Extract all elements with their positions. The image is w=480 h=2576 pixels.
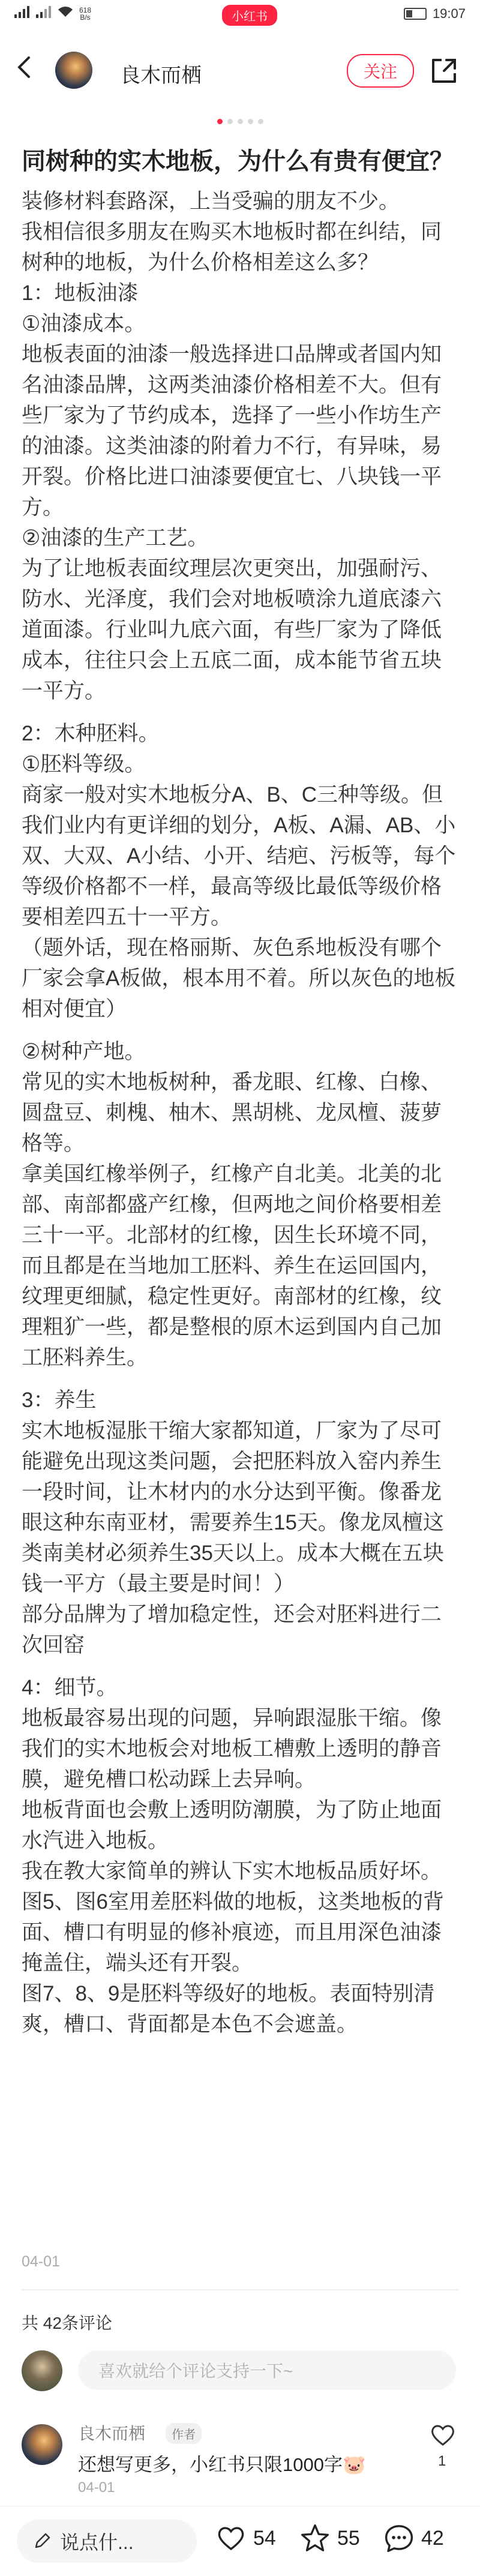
net-speed [79, 7, 91, 21]
post-paragraph: 地板表面的油漆一般选择进口品牌或者国内知名油漆品牌，这两类油漆价格相差不大。但有些厂家为了节约成本，选择了一些小作坊生产的油漆。这类油漆的附着力不行，有异味，易开裂。价格比进口油漆要便宜七、八块钱一平方。 [22, 343, 442, 519]
carousel-dot [258, 119, 263, 124]
post-paragraph [22, 706, 460, 718]
status-time: 19:07 [432, 6, 466, 21]
net-speed-value: 618 [79, 6, 92, 14]
comment-avatar[interactable] [22, 2424, 62, 2465]
post-content [22, 144, 460, 2040]
post-paragraph: 装修材料套路深，上当受骗的朋友不少。 [22, 190, 400, 213]
post-title: 同树种的实木地板，为什么有贵有便宜？ [22, 148, 454, 175]
post-paragraph [22, 1660, 460, 1672]
post-paragraph: 拿美国红橡举例子，红橡产自北美。北美的北部、南部都盛产红橡，但两地之间价格要相差三十一平。北部材的红橡，因生长环境不同，而且都是在当地加工胚料、养生在运回国内，纹理更细腻，稳定性更好。南部材的红橡，纹理粗犷一些，都是整根的原木运到国内自己加工胚料养生。 [22, 1162, 442, 1369]
post-paragraph: ②油漆的生产工艺。 [22, 526, 209, 550]
post-paragraph: ①胚料等级。 [22, 752, 146, 776]
net-speed-unit: B/s [80, 13, 91, 22]
post-paragraph: 我相信很多朋友在购买木地板时都在纠结，同树种的地板，为什么价格相差这么多？ [22, 220, 442, 274]
heart-icon [215, 2522, 247, 2554]
post-paragraph: 图5、图6室用差胚料做的地板，这类地板的背面、槽口有明显的修补痕迹，而且用深色油漆掩盖住，端头还有开裂。 [22, 1890, 444, 1975]
comment-input[interactable]: 喜欢就给个评论支持一下~ [78, 2350, 456, 2390]
say-something-input[interactable] [17, 2520, 197, 2563]
share-button[interactable] [427, 54, 461, 88]
post-paragraph: 4：细节。 [22, 1676, 118, 1699]
status-right [404, 6, 466, 22]
like-count: 54 [253, 2526, 276, 2550]
carousel-dot [238, 119, 243, 124]
post-paragraph: 常见的实木地板树种，番龙眼、红橡、白橡、圆盘豆、刺槐、柚木、黑胡桃、龙凤檀、菠萝格等。 [22, 1070, 442, 1155]
back-button[interactable] [12, 54, 38, 80]
post-paragraph: 实木地板湿胀干缩大家都知道，厂家为了尽可能避免出现这类问题，会把胚料放入窑内养生一段时间，让木材内的水分达到平衡。像番龙眼这种东南亚材，需要养生15天。像龙凤檀这类南美材必须养生35天以上。成本大概在五块钱一平方（最主要是时间！） [22, 1419, 444, 1596]
post-paragraph: 图7、8、9是胚料等级好的地板。表面特别清爽，槽口、背面都是本色不会遮盖。 [22, 1982, 435, 2036]
signal-icon [14, 6, 30, 22]
post-paragraph: 为了让地板表面纹理层次更突出，加强耐污、防水、光泽度，我们会对地板喷涂九道底漆六道面漆。行业叫九底六面，有些厂家为了降低成本，往往只会上五底二面，成本能节省五块一平方。 [22, 557, 442, 703]
post-paragraph: 我在教大家简单的辨认下实木地板品质好坏。 [22, 1860, 442, 1883]
app-pill: 小红书 [222, 5, 277, 26]
carousel-dot [248, 119, 253, 124]
status-left [14, 6, 91, 22]
post-paragraph [22, 1024, 460, 1036]
post-paragraph: 2：木种胚料。 [22, 722, 160, 745]
post-paragraph: ②树种产地。 [22, 1040, 146, 1063]
post-header [0, 36, 480, 102]
comment-text[interactable]: 还想写更多，小红书只限1000字🐷 [78, 2454, 366, 2475]
divider [22, 2289, 458, 2290]
signal-icon-2 [36, 6, 52, 22]
post-paragraph: 部分品牌为了增加稳定性，还会对胚料进行二次回窑 [22, 1603, 442, 1657]
comment-button[interactable] [383, 2522, 444, 2554]
post-paragraph: 地板背面也会敷上透明防潮膜，为了防止地面水汽进入地板。 [22, 1798, 442, 1852]
heart-icon [428, 2421, 457, 2449]
my-avatar [22, 2350, 62, 2391]
post-body [22, 186, 460, 2040]
star-count: 55 [337, 2526, 360, 2550]
post-paragraph: ①油漆成本。 [22, 312, 146, 335]
star-icon [299, 2522, 331, 2554]
comment-like-button[interactable] [428, 2421, 457, 2449]
chevron-left-icon [12, 54, 38, 80]
pencil-icon [32, 2532, 52, 2551]
post-paragraph: 3：养生 [22, 1389, 97, 1412]
comment-author[interactable]: 良木而栖 [78, 2424, 146, 2443]
bottom-bar [0, 2506, 480, 2576]
post-paragraph: 商家一般对实木地板分A、B、C三种等级。但我们业内有更详细的划分，A板、A漏、AB、小双、大双、A小结、小开、结疤、污板等，每个等级价格都不一样，最高等级比最低等级价格要相差四五十一平方。 [22, 783, 456, 929]
author-avatar[interactable] [55, 52, 92, 89]
star-button[interactable] [299, 2522, 360, 2554]
wifi-icon [58, 6, 73, 22]
post-paragraph [22, 1373, 460, 1385]
say-placeholder: 说点什... [60, 2532, 134, 2553]
author-tag: 作者 [166, 2423, 202, 2444]
carousel-indicator [0, 119, 480, 124]
comment-total: 42 [421, 2526, 444, 2550]
like-button[interactable] [215, 2522, 276, 2554]
author-name[interactable]: 良木而栖 [120, 64, 202, 87]
comment-count: 共 42条评论 [22, 2314, 112, 2332]
battery-icon [404, 8, 427, 20]
comment-date: 04-01 [78, 2479, 115, 2496]
comment-bubble-icon [383, 2522, 415, 2554]
carousel-dot [217, 119, 223, 124]
share-icon [427, 54, 461, 88]
post-date: 04-01 [22, 2253, 60, 2270]
post-paragraph: 地板最容易出现的问题，异响跟湿胀干缩。像我们的实木地板会对地板工槽敷上透明的静音膜，避免槽口松动踩上去异响。 [22, 1707, 442, 1791]
comment-like-count: 1 [438, 2453, 446, 2469]
post-paragraph: 1：地板油漆 [22, 281, 139, 305]
post-paragraph: （题外话，现在格丽斯、灰色系地板没有哪个厂家会拿A板做，根本用不着。所以灰色的地板相对便宜） [22, 936, 456, 1021]
carousel-dot [227, 119, 233, 124]
follow-button[interactable]: 关注 [347, 54, 414, 88]
status-bar [0, 0, 480, 30]
